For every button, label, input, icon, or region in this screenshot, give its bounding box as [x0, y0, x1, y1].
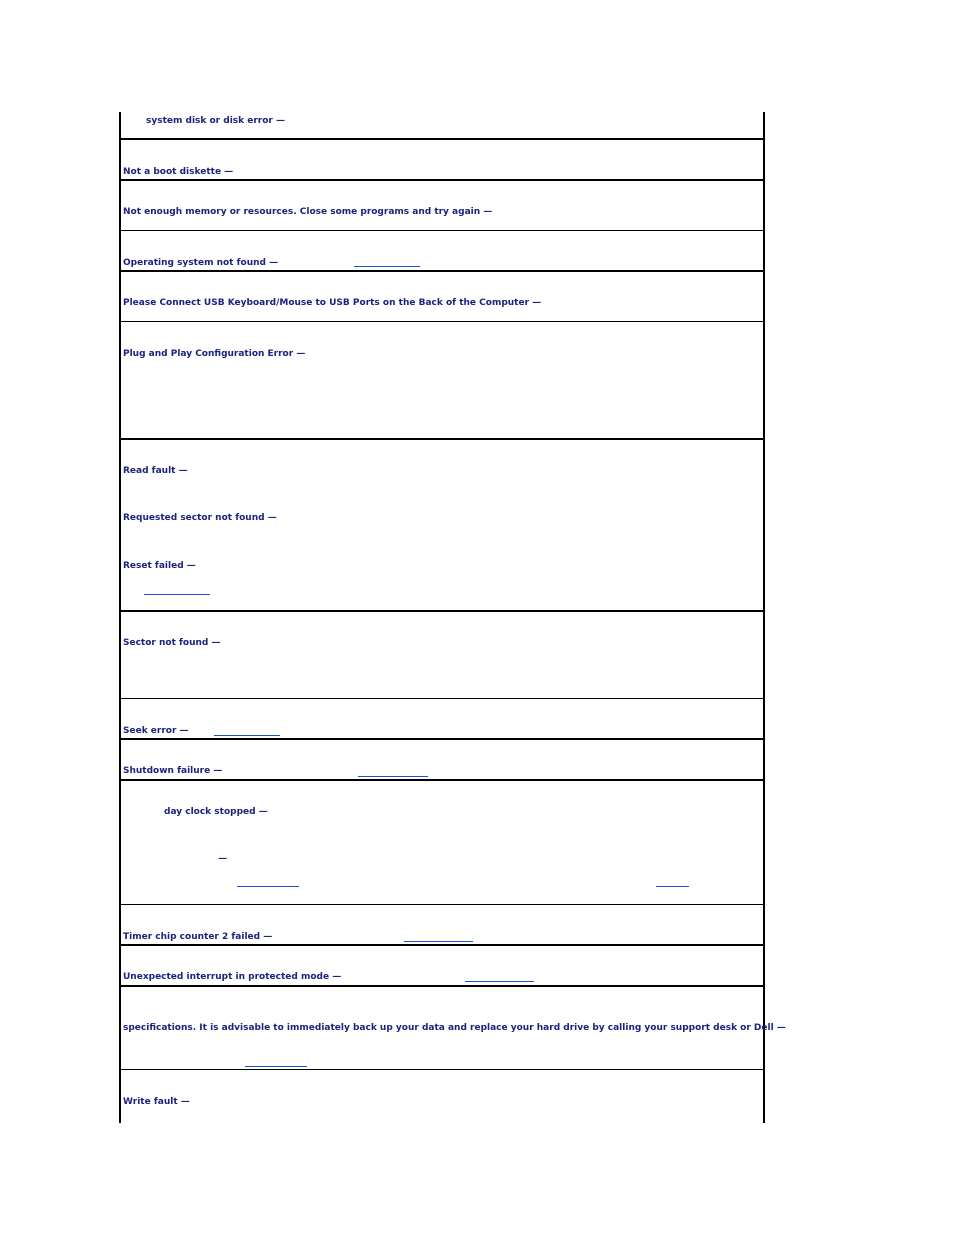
- row-divider: [119, 230, 763, 231]
- row-divider: [119, 698, 763, 699]
- row-divider: [119, 179, 763, 181]
- row-divider: [119, 138, 763, 140]
- reference-link[interactable]: [354, 266, 420, 267]
- row-divider: [119, 779, 763, 781]
- message-reset-failed: Reset failed —: [123, 561, 196, 571]
- message-clock-stopped: day clock stopped —: [164, 807, 268, 817]
- message-connect-usb: Please Connect USB Keyboard/Mouse to USB Ports on the Back of the Computer —: [123, 298, 542, 308]
- message-shutdown-failure: Shutdown failure —: [123, 766, 223, 776]
- reference-link[interactable]: [237, 886, 299, 887]
- reference-link[interactable]: [245, 1066, 307, 1067]
- message-read-fault: Read fault —: [123, 466, 188, 476]
- message-unexpected-interrupt: Unexpected interrupt in protected mode —: [123, 972, 342, 982]
- message-write-fault: Write fault —: [123, 1097, 190, 1107]
- message-not-enough-memory: Not enough memory or resources. Close some programs and try again —: [123, 207, 493, 217]
- message-pnp-config-error: Plug and Play Configuration Error —: [123, 349, 306, 359]
- reference-link[interactable]: [404, 941, 473, 942]
- message-seek-error: Seek error —: [123, 726, 189, 736]
- message-system-disk-error: system disk or disk error —: [146, 116, 285, 126]
- row-divider: [119, 321, 763, 322]
- reference-link[interactable]: [465, 981, 534, 982]
- reference-link[interactable]: [358, 776, 428, 777]
- message-dash: —: [218, 854, 227, 864]
- message-not-a-boot-diskette: Not a boot diskette —: [123, 167, 234, 177]
- row-divider: [119, 738, 763, 740]
- row-divider: [119, 904, 763, 905]
- row-divider: [119, 1069, 763, 1070]
- reference-link[interactable]: [214, 735, 280, 736]
- row-divider: [119, 985, 763, 987]
- reference-link[interactable]: [144, 594, 210, 595]
- message-timer-chip-failed: Timer chip counter 2 failed —: [123, 932, 273, 942]
- message-hard-drive-specifications: specifications. It is advisable to immediately back up your data and replace your hard drive by calling your support desk or Dell —: [123, 1023, 786, 1033]
- row-divider: [119, 610, 763, 612]
- message-requested-sector-not-found: Requested sector not found —: [123, 513, 277, 523]
- reference-link[interactable]: [656, 886, 689, 887]
- row-divider: [119, 270, 763, 272]
- message-sector-not-found: Sector not found —: [123, 638, 221, 648]
- message-os-not-found: Operating system not found —: [123, 258, 279, 268]
- row-divider: [119, 438, 763, 440]
- row-divider: [119, 944, 763, 946]
